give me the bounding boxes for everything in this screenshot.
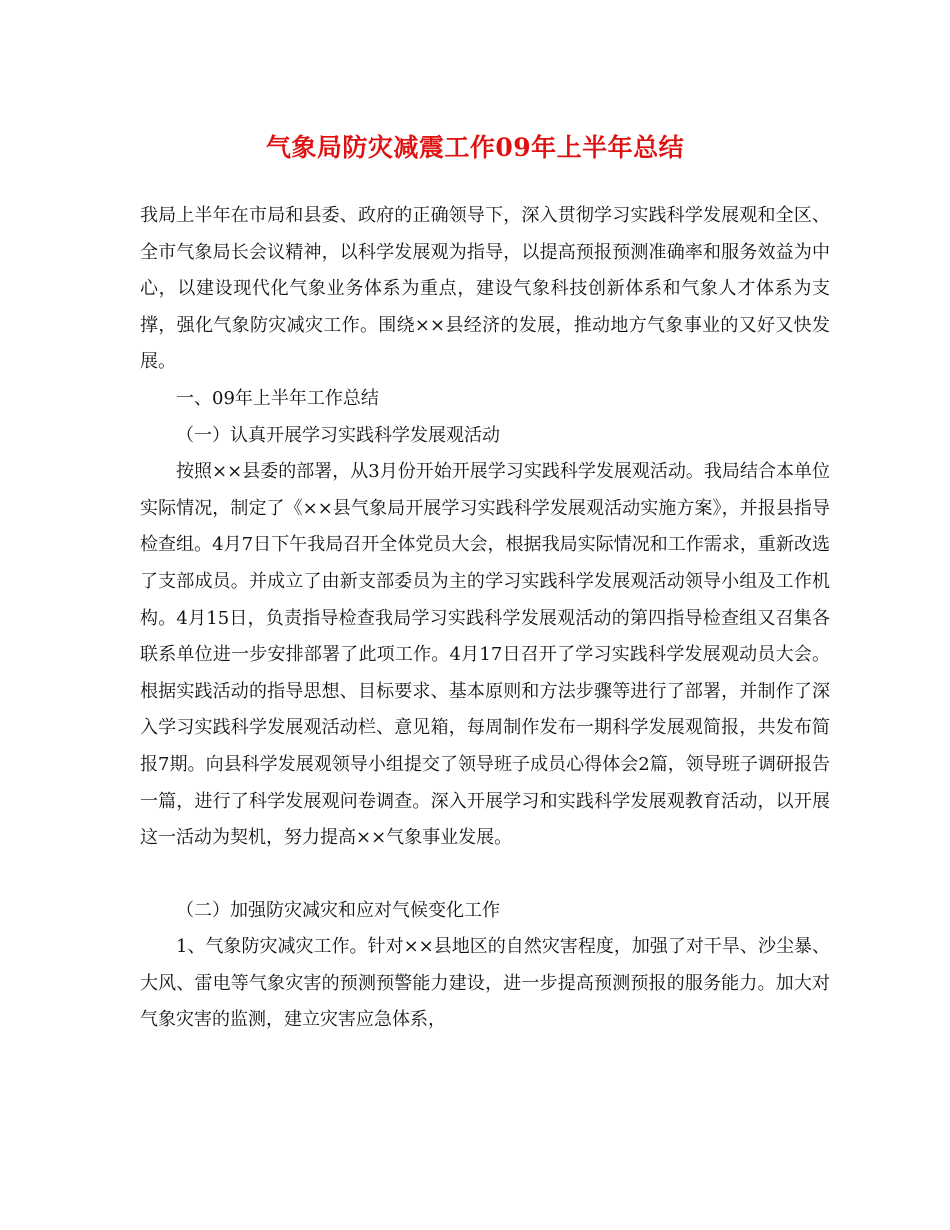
paragraph-disaster-prevention: 1、气象防灾减灾工作。针对××县地区的自然灾害程度，加强了对干旱、沙尘暴、大风、雷电等气象灾害的预测预警能力建设，进一步提高预测预报的服务能力。加大对气象灾害的监测，建立灾害应急体系， (140, 936, 830, 1031)
document-body (140, 198, 830, 1039)
paragraph-study-activity: 按照××县委的部署，从3月份开始开展学习实践科学发展观活动。我局结合本单位实际情况，制定了《××县气象局开展学习实践科学发展观活动实施方案》，并报县指导检查组。4月7日下午我局召开全体党员大会，根据我局实际情况和工作需求，重新改选了支部成员。并成立了由新支部委员为主的学习实践科学发展观活动领导小组及工作机构。4月15日，负责指导检查我局学习实践科学发展观活动的第四指导检查组又召集各联系单位进一步安排部署了此项工作。4月17日召开了学习实践科学发展观动员大会。根据实践活动的指导思想、目标要求、基本原则和方法步骤等进行了部署，并制作了深入学习实践科学发展观活动栏、意见箱，每周制作发布一期科学发展观简报，共发布简报7期。向县科学发展观领导小组提交了领导班子成员心得体会2篇，领导班子调研报告一篇，进行了科学发展观问卷调查。深入开展学习和实践科学发展观教育活动，以开展这一活动为契机，努力提高××气象事业发展。 (140, 461, 830, 849)
paragraph-intro: 我局上半年在市局和县委、政府的正确领导下，深入贯彻学习实践科学发展观和全区、全市气象局长会议精神，以科学发展观为指导，以提高预报预测准确率和服务效益为中心，以建设现代化气象业务体系为重点，建设气象科技创新体系和气象人才体系为支撑，强化气象防灾减灾工作。围绕××县经济的发展，推动地方气象事业的又好又快发展。 (140, 205, 830, 373)
section-heading-1: 一、09年上半年工作总结 (176, 387, 379, 409)
document-title: 气象局防灾减震工作09年上半年总结 (265, 133, 685, 162)
subsection-heading-2: （二）加强防灾减灾和应对气候变化工作 (176, 899, 500, 921)
subsection-heading-1: （一）认真开展学习实践科学发展观活动 (176, 424, 500, 446)
